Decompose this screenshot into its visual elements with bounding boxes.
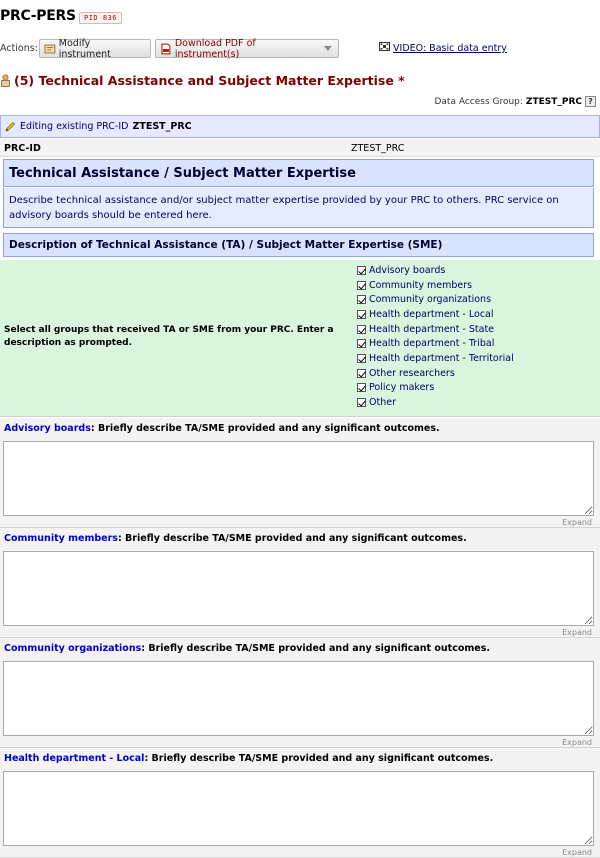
- pdf-file-icon: [160, 43, 172, 55]
- checkbox-other[interactable]: [357, 395, 514, 410]
- checkbox-health-dept-local[interactable]: [357, 307, 514, 322]
- checkbox-checked-icon[interactable]: [357, 398, 366, 407]
- checkbox-label: Advisory boards: [369, 264, 446, 276]
- question-group-name: Health department - Local: [4, 753, 145, 764]
- checkbox-community-organizations[interactable]: [357, 292, 514, 307]
- checkbox-checked-icon[interactable]: [357, 339, 366, 348]
- prcid-value: ZTEST_PRC: [351, 143, 405, 154]
- checkbox-checked-icon[interactable]: [357, 383, 366, 392]
- checkbox-health-dept-territorial[interactable]: [357, 351, 514, 366]
- checkbox-checked-icon[interactable]: [357, 369, 366, 378]
- question-group-name: Community members: [4, 533, 118, 544]
- checkbox-label: Health department - Local: [369, 308, 494, 320]
- data-access-group: [434, 96, 596, 107]
- checkbox-checked-icon[interactable]: [357, 310, 366, 319]
- question-group-name: Community organizations: [4, 643, 142, 654]
- checkbox-checked-icon[interactable]: [357, 354, 366, 363]
- film-icon: [379, 42, 390, 51]
- question-community-organizations: [0, 638, 600, 748]
- checkbox-checked-icon[interactable]: [357, 295, 366, 304]
- checkbox-label: Community members: [369, 279, 473, 291]
- question-text: : Briefly describe TA/SME provided and any significant outcomes.: [117, 533, 467, 544]
- actions-bar: [0, 38, 600, 60]
- download-pdf-label: Download PDF of instrument(s): [174, 37, 256, 60]
- checkbox-health-dept-tribal[interactable]: [357, 336, 514, 351]
- checkbox-health-dept-state[interactable]: [357, 322, 514, 337]
- checkbox-checked-icon[interactable]: [357, 325, 366, 334]
- download-pdf-button[interactable]: [155, 39, 339, 58]
- community-organizations-description-input[interactable]: [3, 661, 594, 736]
- form-title-text: (5) Technical Assistance and Subject Matter Expertise *: [14, 73, 405, 88]
- pencil-icon: [5, 121, 16, 132]
- section-heading: Technical Assistance / Subject Matter Expertise: [3, 159, 594, 187]
- section-subheading: Description of Technical Assistance (TA) / Subject Matter Expertise (SME): [3, 233, 594, 257]
- checkbox-label: Health department - State: [369, 323, 495, 335]
- dag-help-button[interactable]: ?: [585, 96, 596, 107]
- expand-link[interactable]: Expand: [562, 628, 592, 637]
- checkbox-label: Community organizations: [369, 294, 492, 306]
- video-link-label: VIDEO: Basic data entry: [393, 43, 507, 54]
- dag-label: Data Access Group:: [434, 96, 523, 107]
- checkbox-checked-icon[interactable]: [357, 266, 366, 275]
- dag-value: ZTEST_PRC: [525, 96, 582, 107]
- project-title: PRC-PERS: [0, 8, 76, 24]
- checkbox-advisory-boards[interactable]: [357, 263, 514, 278]
- modify-instrument-label: Modify instrument: [58, 37, 111, 60]
- health-dept-local-description-input[interactable]: [3, 771, 594, 846]
- checkbox-label: Health department - Tribal: [369, 338, 495, 350]
- checkbox-label: Other: [369, 397, 396, 409]
- modify-instrument-icon: [44, 43, 56, 55]
- groups-checkbox-list: [357, 263, 514, 410]
- expand-link[interactable]: Expand: [562, 848, 592, 857]
- checkbox-label: Policy makers: [369, 382, 435, 394]
- checkbox-label: Other researchers: [369, 367, 455, 379]
- form-icon: [0, 74, 11, 87]
- editing-record-bar: [0, 115, 600, 138]
- actions-label: Actions:: [0, 43, 38, 54]
- question-health-dept-local: [0, 748, 600, 858]
- groups-question-prompt: Select all groups that received TA or SME from your PRC. Enter a description as prompted.: [4, 325, 334, 349]
- checkbox-community-members[interactable]: [357, 278, 514, 293]
- pid-badge: PID 836: [79, 12, 122, 24]
- question-text: : Briefly describe TA/SME provided and any significant outcomes.: [141, 643, 490, 654]
- checkbox-checked-icon[interactable]: [357, 281, 366, 290]
- prcid-row: [0, 139, 600, 157]
- checkbox-label: Health department - Territorial: [369, 352, 514, 364]
- groups-checkbox-question: [0, 260, 600, 417]
- editing-record-id: ZTEST_PRC: [132, 121, 192, 132]
- question-label: [4, 753, 493, 764]
- form-title: [0, 73, 405, 88]
- question-text: : Briefly describe TA/SME provided and any significant outcomes.: [144, 753, 494, 764]
- checkbox-policy-makers[interactable]: [357, 381, 514, 396]
- video-basic-data-entry-link[interactable]: [379, 42, 507, 54]
- question-advisory-boards: [0, 418, 600, 528]
- project-header: [0, 0, 600, 35]
- expand-link[interactable]: Expand: [562, 738, 592, 747]
- question-label: [4, 533, 467, 544]
- prcid-label: PRC-ID: [4, 143, 41, 154]
- question-label: [4, 423, 440, 434]
- section-description: Describe technical assistance and/or subject matter expertise provided by your PRC to others. PRC service on advisory boards should be entered here.: [3, 188, 594, 228]
- expand-link[interactable]: Expand: [562, 518, 592, 527]
- community-members-description-input[interactable]: [3, 551, 594, 626]
- dropdown-arrow-icon: [324, 46, 332, 52]
- checkbox-other-researchers[interactable]: [357, 366, 514, 381]
- advisory-boards-description-input[interactable]: [3, 441, 594, 516]
- question-community-members: [0, 528, 600, 638]
- question-group-name: Advisory boards: [4, 423, 91, 434]
- editing-prefix: Editing existing PRC-ID: [20, 121, 129, 132]
- question-label: [4, 643, 490, 654]
- modify-instrument-button[interactable]: [39, 39, 151, 58]
- question-text: : Briefly describe TA/SME provided and any significant outcomes.: [90, 423, 440, 434]
